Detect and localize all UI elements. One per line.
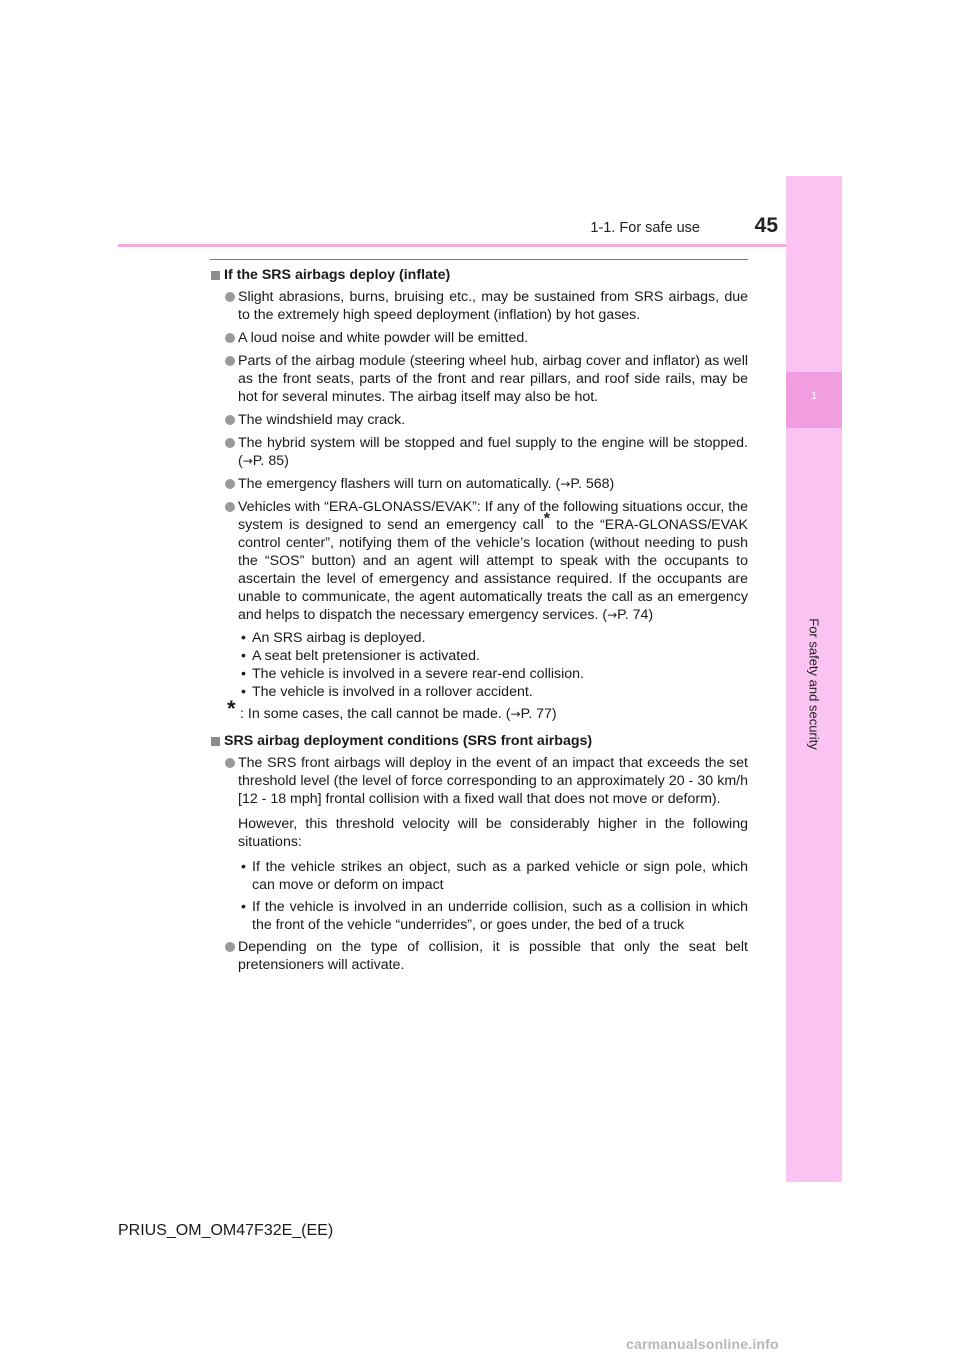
page-reference-arrow-icon: → — [607, 608, 618, 622]
page-reference-arrow-icon: → — [510, 707, 521, 721]
footnote-star: * — [543, 510, 550, 528]
list-item: The SRS front airbags will deploy in the event of an impact that exceeds the set threshold level (the level of force corresponding to an approximately 20 - 30 km/h [12 - 18 mph] frontal collision with a fixed wall that does not move or deform). — [210, 754, 748, 808]
sub-list-item: • The vehicle is involved in a rollover accident. — [241, 684, 533, 700]
round-bullet-icon — [225, 502, 235, 512]
page-reference-link[interactable]: P. 77 — [520, 706, 552, 722]
page-reference-link[interactable]: P. 568 — [570, 476, 610, 492]
section-reference: 1-1. For safe use — [590, 220, 700, 236]
list-item: Slight abrasions, burns, bruising etc., may be sustained from SRS airbags, due to the extremely high speed deployment (inflation) by hot gases. — [210, 288, 748, 324]
sub-list-item: • An SRS airbag is deployed. — [241, 630, 426, 646]
paragraph: However, this threshold velocity will be considerably higher in the following situations: — [238, 816, 748, 850]
page-content — [210, 266, 748, 979]
list-item: Parts of the airbag module (steering wheel hub, airbag cover and inflator) as well as the front seats, parts of the front and rear pillars, and roof side rails, may be hot for several minutes. The airbag itself may also be hot. — [210, 352, 748, 406]
footnote-star: * — [227, 696, 236, 721]
sub-list-item: • If the vehicle is involved in an underride collision, such as a collision in which the front of the vehicle “underrides”, or goes under, the bed of a truck — [241, 899, 748, 933]
round-bullet-icon — [225, 438, 235, 448]
list-item: A loud noise and white powder will be emitted. — [210, 329, 748, 347]
round-bullet-icon — [225, 758, 235, 768]
round-bullet-icon — [225, 479, 235, 489]
chapter-number-block — [786, 372, 842, 428]
chapter-number: 1 — [810, 390, 818, 402]
round-bullet-icon — [225, 942, 235, 952]
section-heading-airbags-deploy: If the SRS airbags deploy (inflate) — [210, 266, 748, 284]
square-bullet-icon — [211, 737, 220, 746]
sub-list-item: • The vehicle is involved in a severe rear-end collision. — [241, 666, 584, 682]
section-heading-deployment-conditions: SRS airbag deployment conditions (SRS front airbags) — [210, 732, 748, 750]
chapter-label: For safety and security — [806, 618, 822, 750]
header-rule — [118, 244, 786, 247]
watermark: carmanualsonline.info — [626, 1336, 779, 1352]
page-reference-arrow-icon: → — [242, 454, 253, 468]
page-reference-arrow-icon: → — [560, 477, 571, 491]
page-number: 45 — [754, 214, 778, 237]
round-bullet-icon — [225, 356, 235, 366]
round-bullet-icon — [225, 292, 235, 302]
list-item: The windshield may crack. — [210, 411, 748, 429]
sub-list-item: • A seat belt pretensioner is activated. — [241, 648, 480, 664]
page-reference-link[interactable]: P. 74 — [617, 607, 649, 623]
footnote: * : In some cases, the call cannot be made. (→P. 77) — [227, 696, 557, 722]
list-item: The hybrid system will be stopped and fuel supply to the engine will be stopped. (→P. 85) — [210, 434, 748, 470]
content-top-rule — [210, 259, 748, 260]
list-item: Depending on the type of collision, it is possible that only the seat belt pretensioners will activate. — [210, 938, 748, 974]
round-bullet-icon — [225, 333, 235, 343]
square-bullet-icon — [211, 271, 220, 280]
page-reference-link[interactable]: P. 85 — [252, 453, 285, 469]
sub-list-item: • If the vehicle strikes an object, such as a parked vehicle or sign pole, which can move or deform on impact — [241, 859, 748, 893]
list-item: Vehicles with “ERA-GLONASS/EVAK”: If any of the following situations occur, the system is designed to send an emergency call* to the “ERA-GLONASS/EVAK control center”, notifying them of the vehicle’s location (without needing to push the “SOS” button) and an agent will attempt to speak with the occupants to ascertain the level of emergency and assistance required. If the occupants are unable to communicate, the agent automatically treats the call as an emergency and helps to dispatch the necessary emergency services. (→P. 74) — [210, 498, 748, 624]
round-bullet-icon — [225, 415, 235, 425]
chapter-side-tab[interactable] — [786, 176, 842, 1182]
list-item: The emergency flashers will turn on automatically. (→P. 568) — [210, 475, 748, 493]
document-code-footer: PRIUS_OM_OM47F32E_(EE) — [118, 1222, 334, 1239]
